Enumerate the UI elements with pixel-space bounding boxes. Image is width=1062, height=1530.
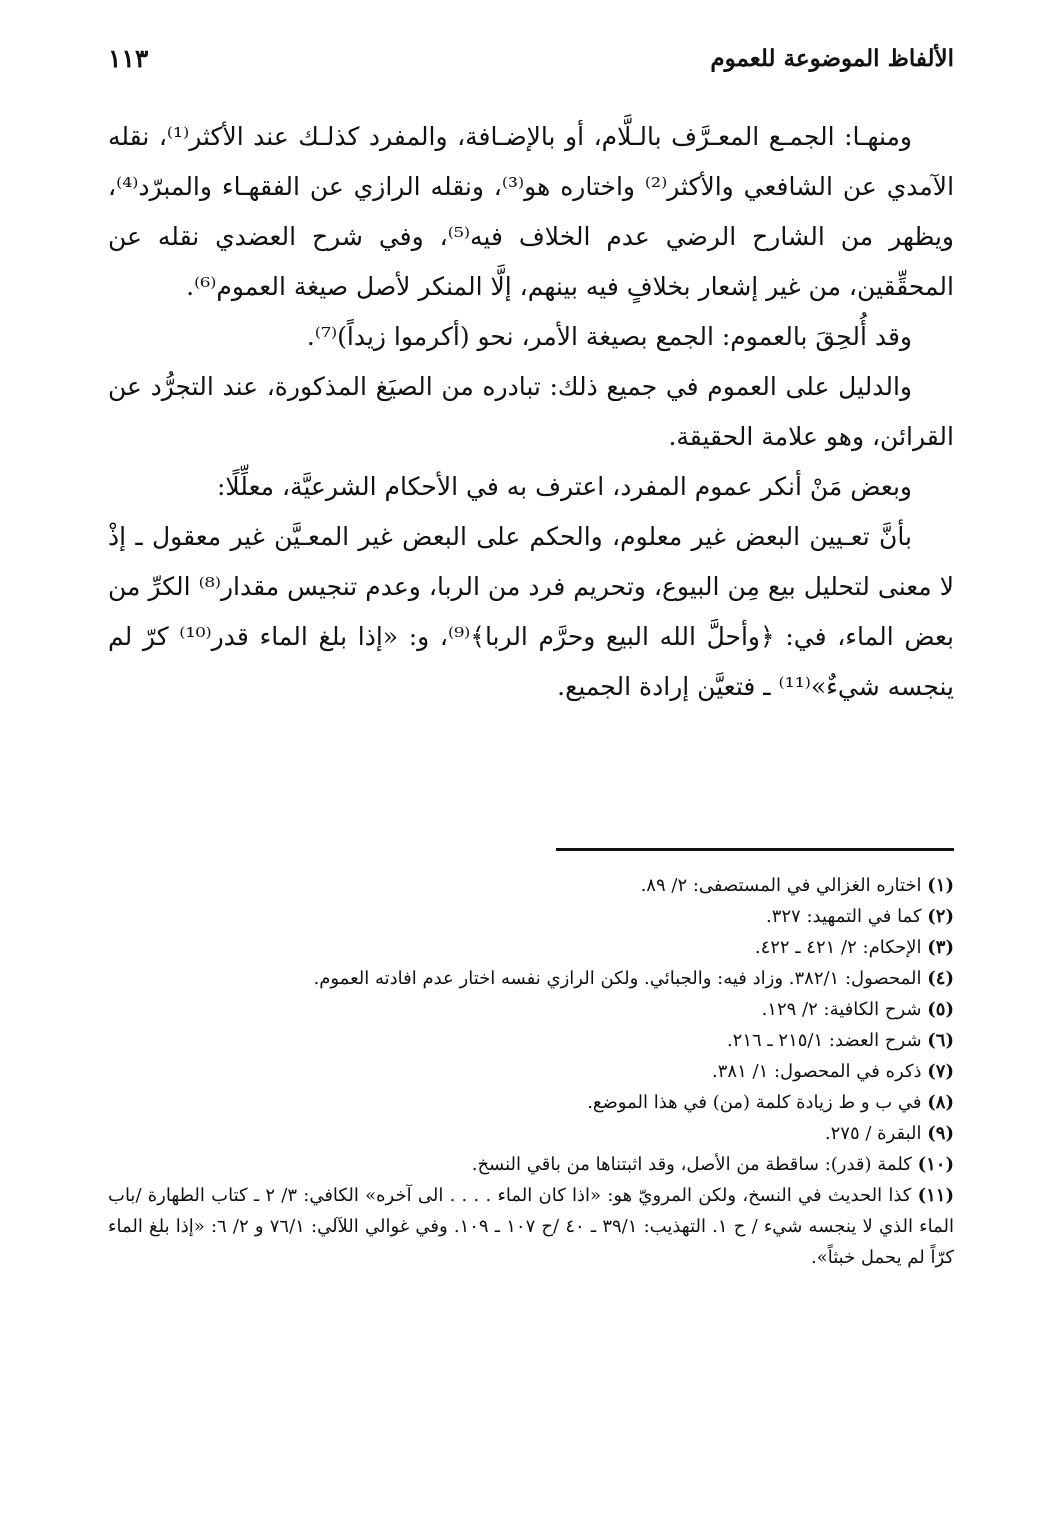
paragraph: وقد أُلحِقَ بالعموم: الجمع بصيغة الأمر، نحو (أكرموا زيداً)⁽⁷⁾. bbox=[306, 322, 912, 351]
footnote-number: (٧) bbox=[927, 1061, 954, 1082]
footnote bbox=[108, 994, 954, 1025]
footnote-text: كما في التمهيد: ٣٢٧. bbox=[765, 906, 922, 927]
footnote bbox=[108, 932, 954, 963]
footnote bbox=[108, 1087, 954, 1118]
footnote bbox=[108, 1118, 954, 1149]
footnote bbox=[108, 1149, 954, 1180]
paragraph: بأنَّ تعـيين البعض غير معلوم، والحكم على البعض غير المعـيَّن غير معقول ـ إذْ لا معنى لتحليل بيع مِن البيوع، وتحريم فرد من الربا، وعدم تنجيس مقدار⁽⁸⁾ الكرِّ من بعض الماء، في: ﴿وأحلَّ الله البيع وحرَّم الربا﴾⁽⁹⁾، و: «إذا بلغ الماء قدر⁽¹⁰⁾ كرّ لم ينجسه شيءٌ»⁽¹¹⁾ ـ فتعيَّن إرادة الجميع. bbox=[108, 522, 954, 701]
footnote-text: شرح الكافية: ٢/ ١٢٩. bbox=[761, 999, 922, 1020]
footnote-number: (٩) bbox=[927, 1123, 954, 1144]
footnote-text: المحصول: ٣٨٢/١. وزاد فيه: والجبائي. ولكن الرازي نفسه اختار عدم افادته العموم. bbox=[313, 968, 922, 989]
footnote bbox=[108, 870, 954, 901]
footnote bbox=[108, 1180, 954, 1273]
footnote-number: (١١) bbox=[917, 1185, 954, 1206]
footnote-number: (١) bbox=[927, 875, 954, 896]
footnote-number: (٦) bbox=[927, 1030, 954, 1051]
footnote-number: (٥) bbox=[927, 999, 954, 1020]
footnote-number: (٨) bbox=[927, 1092, 954, 1113]
footnote-separator bbox=[556, 848, 954, 851]
footnote bbox=[108, 901, 954, 932]
footnote-text: ذكره في المحصول: ١/ ٣٨١. bbox=[712, 1061, 922, 1082]
footnote-text: كلمة (قدر): ساقطة من الأصل، وقد اثبتناها من باقي النسخ. bbox=[471, 1154, 912, 1175]
footnotes bbox=[108, 870, 954, 1273]
footnote-number: (٤) bbox=[927, 968, 954, 989]
main-text bbox=[108, 112, 954, 712]
running-title: الألفاظ الموضوعة للعموم bbox=[710, 44, 954, 72]
footnote-text: اختاره الغزالي في المستصفى: ٢/ ٨٩. bbox=[640, 875, 922, 896]
footnote-text: البقرة / ٢٧٥. bbox=[824, 1123, 922, 1144]
footnote bbox=[108, 1056, 954, 1087]
footnote-number: (٢) bbox=[927, 906, 954, 927]
footnote-text: كذا الحديث في النسخ، ولكن المرويّ هو: «اذا كان الماء . . . . الى آخره» الكافي: ٣/ ٢ ـ كتاب الطهارة /باب الماء الذي لا ينجسه شيء / ح ١. التهذيب: ٣٩/١ ـ ٤٠ /ح ١٠٧ ـ ١٠٩. وفي غوالي اللآلي: ٧٦/١ و ٢/ ٦: «إذا بلغ الماء كرّاً لم يحمل خبثاً». bbox=[108, 1185, 954, 1268]
footnote-text: الإحكام: ٢/ ٤٢١ ـ ٤٢٢. bbox=[754, 937, 922, 958]
paragraph: والدليل على العموم في جميع ذلك: تبادره من الصيَغ المذكورة، عند التجرُّد عن القرائن، وهو علامة الحقيقة. bbox=[108, 372, 954, 451]
page-number: ١١٣ bbox=[108, 43, 149, 73]
footnote bbox=[108, 1025, 954, 1056]
footnote-number: (١٠) bbox=[917, 1154, 954, 1175]
paragraph: وبعض مَنْ أنكر عموم المفرد، اعترف به في الأحكام الشرعيَّة، معلِّلًا: bbox=[216, 472, 912, 501]
page-header bbox=[108, 38, 954, 78]
footnote bbox=[108, 963, 954, 994]
footnote-number: (٣) bbox=[927, 937, 954, 958]
paragraph: ومنهـا: الجمـع المعـرَّف بالـلَّام، أو بالإضـافة، والمفرد كذلـك عند الأكثر⁽¹⁾، نقله الآمدي عن الشافعي والأكثر⁽²⁾ واختاره هو⁽³⁾، ونقله الرازي عن الفقهـاء والمبرّد⁽⁴⁾، ويظهر من الشارح الرضي عدم الخلاف فيه⁽⁵⁾، وفي شرح العضدي نقله عن المحقِّقين، من غير إشعار بخلافٍ فيه بينهم، إلَّا المنكر لأصل صيغة العموم⁽⁶⁾. bbox=[108, 122, 955, 301]
footnote-text: في ب و ط زيادة كلمة (من) في هذا الموضع. bbox=[587, 1092, 922, 1113]
footnote-text: شرح العضد: ٢١٥/١ ـ ٢١٦. bbox=[726, 1030, 922, 1051]
